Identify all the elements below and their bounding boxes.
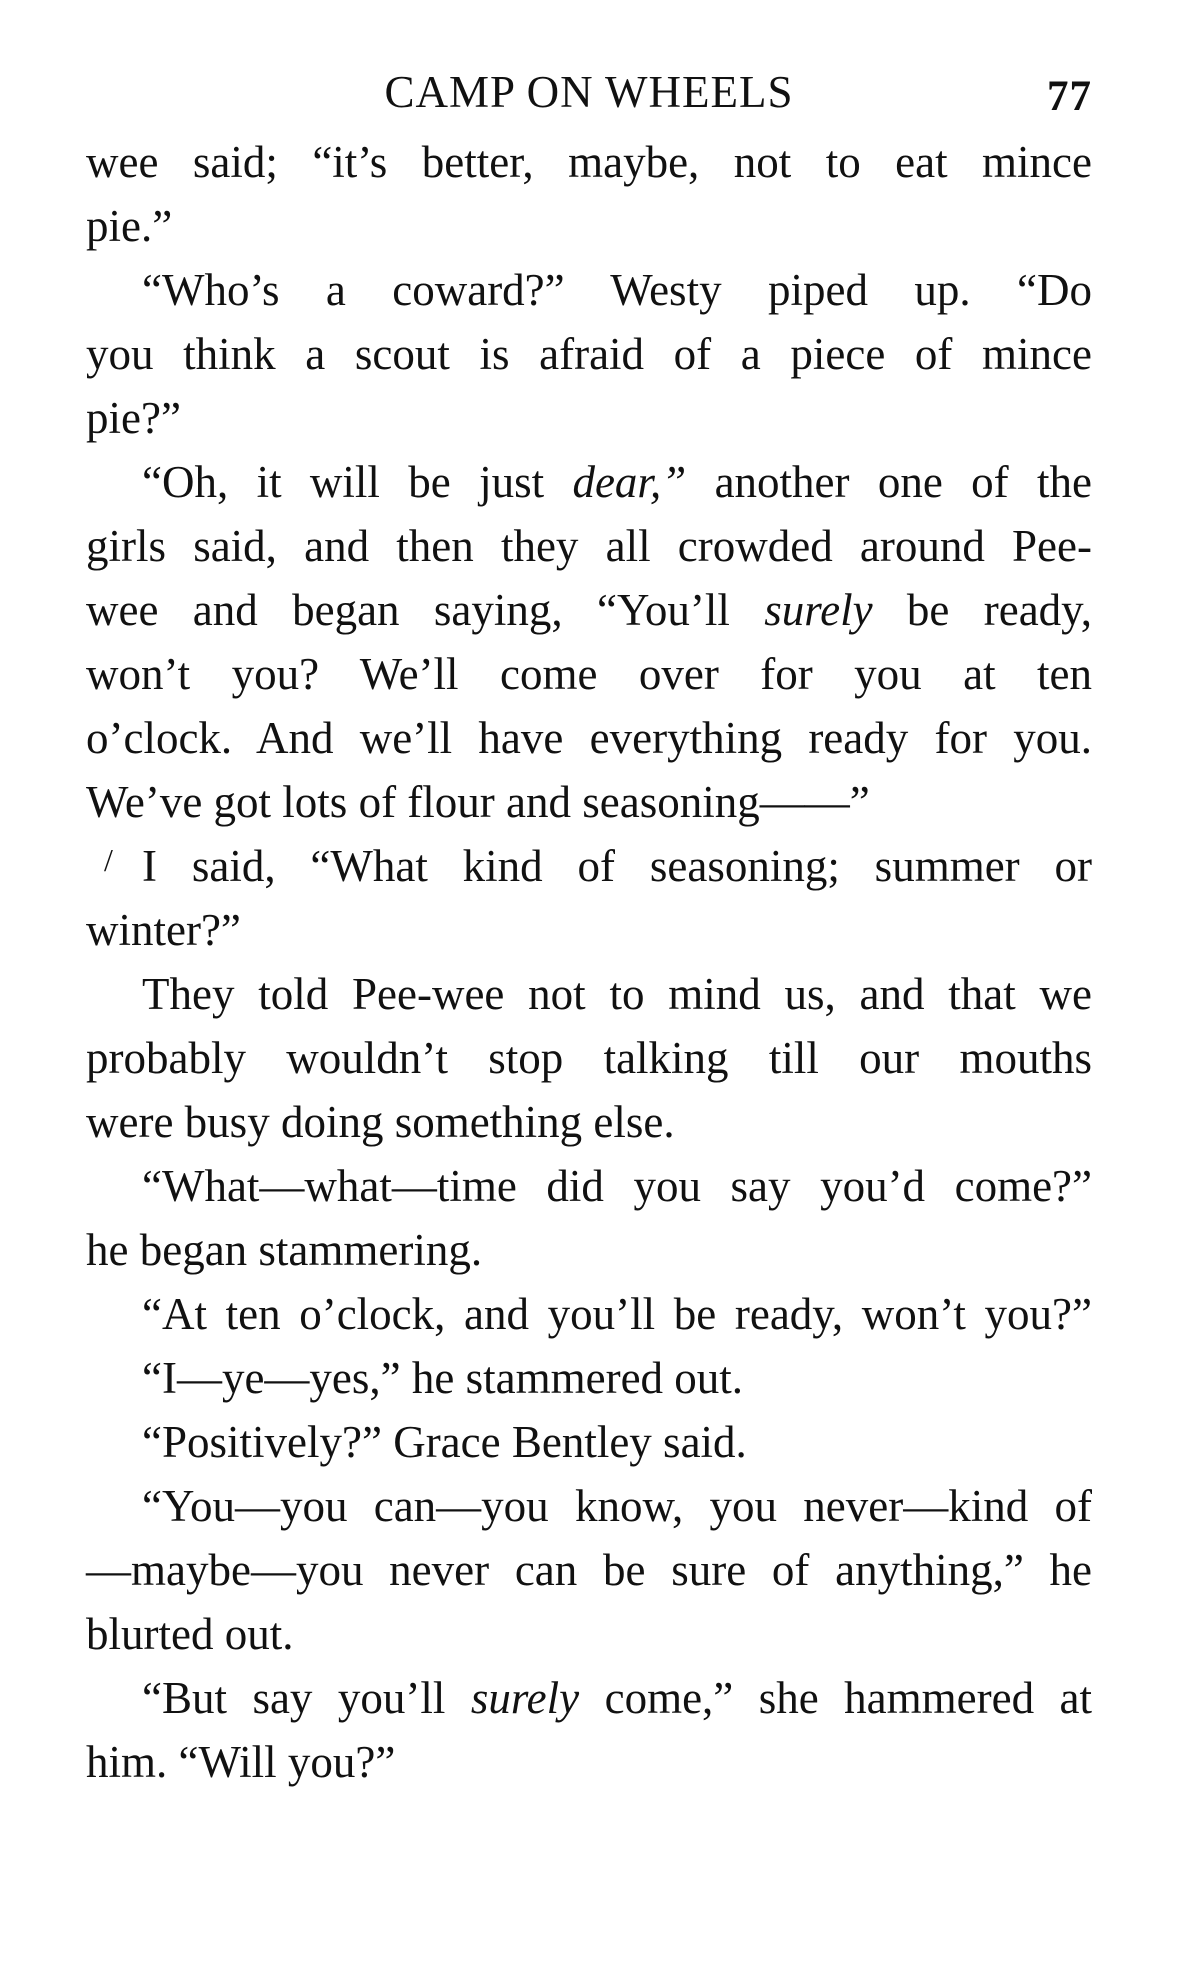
text-line (86, 450, 1092, 514)
text-line: probably wouldn’t stop talking till our mouths (86, 1033, 1092, 1083)
running-title: CAMP ON WHEELS (384, 67, 794, 117)
text-line: wee said; “it’s better, maybe, not to eat mince (86, 137, 1092, 187)
text-line: blurted out. (86, 1609, 294, 1659)
text-line: him. “Will you?” (86, 1737, 396, 1787)
text-line: were busy doing something else. (86, 1097, 675, 1147)
text-fragment: “But say you’ll (142, 1673, 471, 1723)
text-line: you think a scout is afraid of a piece of mince (86, 329, 1092, 379)
book-page (86, 60, 1092, 1794)
text-line: “You—you can—you know, you never—kind of (142, 1481, 1092, 1531)
text-line: —maybe—you never can be sure of anything,” he (86, 1545, 1092, 1595)
text-line: “What—what—time did you say you’d come?” (142, 1161, 1092, 1211)
text-line: pie?” (86, 393, 181, 443)
text-line: winter?” (86, 905, 241, 955)
margin-mark: / (104, 842, 113, 878)
text-fragment: be ready, (872, 585, 1092, 635)
text-line: girls said, and then they all crowded around Pee- (86, 521, 1092, 571)
text-line (86, 1666, 1092, 1730)
body-text (86, 130, 1092, 1794)
text-fragment: wee and began saying, “You’ll (86, 585, 765, 635)
italic-word: surely (470, 1673, 580, 1723)
italic-word: surely (764, 585, 873, 635)
text-line: pie.” (86, 201, 173, 251)
text-fragment: “Oh, it will be just (142, 457, 573, 507)
text-line: he began stammering. (86, 1225, 483, 1275)
text-line: They told Pee-wee not to mind us, and that we (142, 969, 1092, 1019)
text-line: o’clock. And we’ll have everything ready for you. (86, 713, 1092, 763)
italic-word: dear,” (572, 457, 687, 507)
text-line: “Who’s a coward?” Westy piped up. “Do (142, 265, 1092, 315)
text-line: won’t you? We’ll come over for you at ten (86, 649, 1092, 699)
text-line: “At ten o’clock, and you’ll be ready, won’t you?” (142, 1289, 1092, 1339)
text-line: “I—ye—yes,” he stammered out. (142, 1353, 744, 1403)
text-fragment: come,” she hammered at (579, 1673, 1092, 1723)
running-header (86, 60, 1092, 130)
text-line (86, 578, 1092, 642)
text-line: We’ve got lots of flour and seasoning——” (86, 777, 870, 827)
text-line: I said, “What kind of seasoning; summer or / (86, 834, 1092, 898)
text-line: “Positively?” Grace Bentley said. (142, 1417, 747, 1467)
text-fragment: another one of the (686, 457, 1092, 507)
page-number: 77 (1047, 73, 1092, 120)
